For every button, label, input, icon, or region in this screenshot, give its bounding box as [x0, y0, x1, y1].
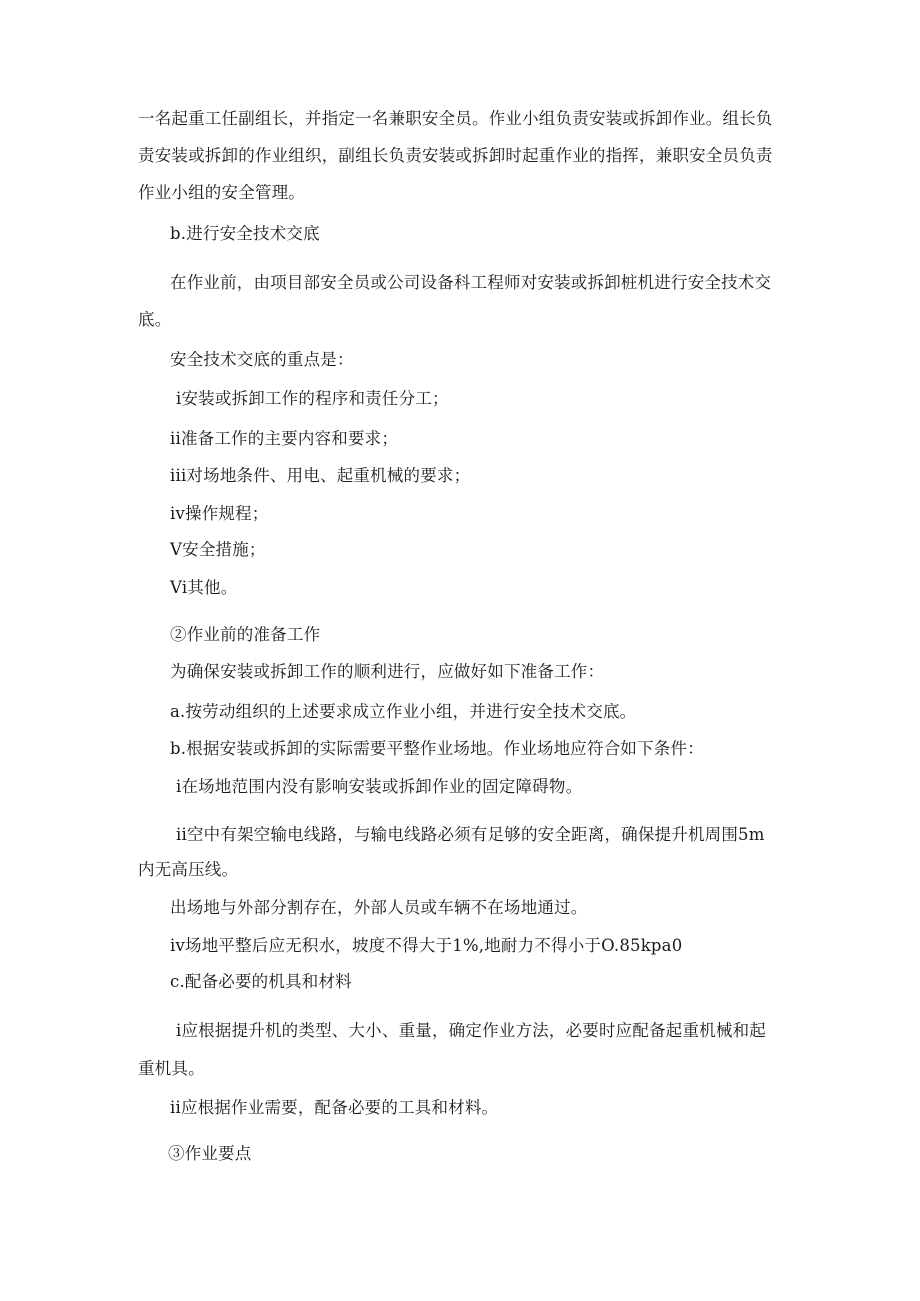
tool-item-i: i应根据提升机的类型、大小、重量，确定作业方法，必要时应配备起重机械和起	[176, 1021, 766, 1040]
list-item-iii: iii对场地条件、用电、起重机械的要求；	[170, 466, 471, 485]
item-a: a.按劳动组织的上述要求成立作业小组，并进行安全技术交底。	[170, 702, 637, 721]
section-heading-2: ②作业前的准备工作	[170, 625, 321, 644]
condition-i: i在场地范围内没有影响安装或拆卸作业的固定障碍物。	[176, 777, 583, 796]
condition-ii-cont: 内无高压线。	[138, 860, 239, 879]
paragraph-line-1: 一名起重工任副组长，并指定一名兼职安全员。作业小组负责安装或拆卸作业。组长负	[138, 109, 773, 128]
paragraph-line-6: 底。	[138, 310, 172, 329]
paragraph-line-7: 安全技术交底的重点是：	[170, 350, 354, 369]
paragraph-line-2: 责安装或拆卸的作业组织，副组长负责安装或拆卸时起重作业的指挥，兼职安全员负责	[138, 146, 773, 165]
tool-item-i-cont: 重机具。	[138, 1059, 205, 1078]
list-item-vi: Vi其他。	[170, 578, 238, 597]
section-heading-3: ③作业要点	[168, 1144, 252, 1163]
item-c: c.配备必要的机具和材料	[170, 972, 352, 991]
paragraph-line-5: 在作业前，由项目部安全员或公司设备科工程师对安装或拆卸桩机进行安全技术交	[170, 273, 772, 292]
paragraph-line-15: 为确保安装或拆卸工作的顺利进行，应做好如下准备工作：	[170, 662, 605, 681]
tool-item-ii: ii应根据作业需要，配备必要的工具和材料。	[170, 1098, 499, 1117]
condition-iv: iv场地平整后应无积水，坡度不得大于1%,地耐力不得小于O.85kpa0	[170, 936, 683, 955]
condition-iii: 出场地与外部分割存在，外部人员或车辆不在场地通过。	[170, 898, 588, 917]
list-item-i: i安装或拆卸工作的程序和责任分工；	[176, 389, 449, 408]
list-item-ii: ii准备工作的主要内容和要求；	[170, 429, 399, 448]
paragraph-line-3: 作业小组的安全管理。	[138, 183, 305, 202]
list-item-iv: iv操作规程；	[170, 504, 269, 523]
item-b: b.根据安装或拆卸的实际需要平整作业场地。作业场地应符合如下条件：	[170, 739, 704, 758]
list-item-v: V安全措施；	[170, 540, 266, 559]
subheading-b: b.进行安全技术交底	[170, 224, 320, 243]
condition-ii: ii空中有架空输电线路，与输电线路必须有足够的安全距离，确保提升机周围5m	[176, 825, 765, 844]
